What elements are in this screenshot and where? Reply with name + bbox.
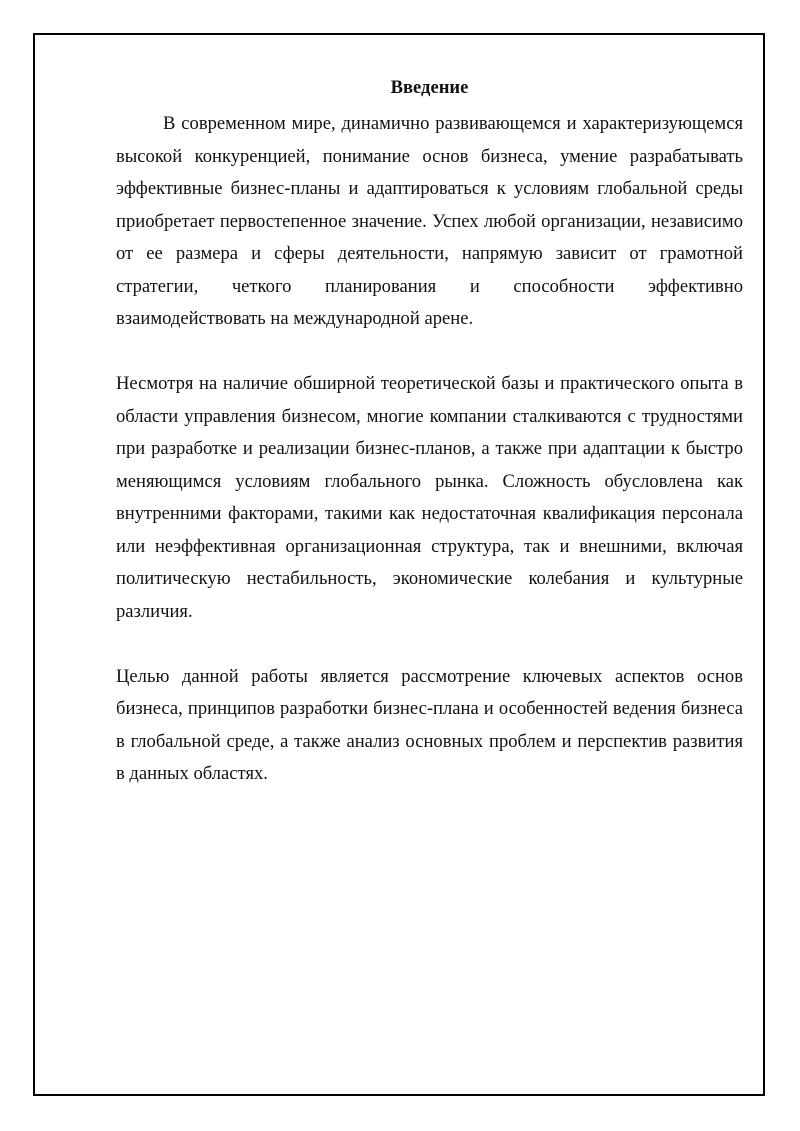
paragraph-2: Несмотря на наличие обширной теоретической базы и практического опыта в области управления бизнесом, многие компании сталкиваются с трудностями при разработке и реализации бизнес-планов, а также при адаптации к быстро меняющимся условиям глобального рынка. Сложность обусловлена как внутренними факторами, такими как недостаточная квалификация персонала или неэффективная организационная структура, так и внешними, включая политическую нестабильность, экономические колебания и культурные различия.	[116, 373, 743, 622]
paragraph-spacer	[116, 628, 743, 661]
paragraph-1: В современном мире, динамично развивающемся и характеризующемся высокой конкуренцией, понимание основ бизнеса, умение разрабатывать эффективные бизнес-планы и адаптироваться к условиям глобальной среды приобретает первостепенное значение. Успех любой организации, независимо от ее размера и сферы деятельности, напрямую зависит от грамотной стратегии, четкого планирования и способности эффективно взаимодействовать на международной арене.	[116, 113, 743, 329]
document-title: Введение	[390, 77, 469, 98]
document-body	[116, 76, 743, 791]
paragraph-spacer	[116, 336, 743, 369]
paragraph-3: Целью данной работы является рассмотрение ключевых аспектов основ бизнеса, принципов разработки бизнес-плана и особенностей ведения бизнеса в глобальной среде, а также анализ основных проблем и перспектив развития в данных областях.	[116, 665, 743, 784]
